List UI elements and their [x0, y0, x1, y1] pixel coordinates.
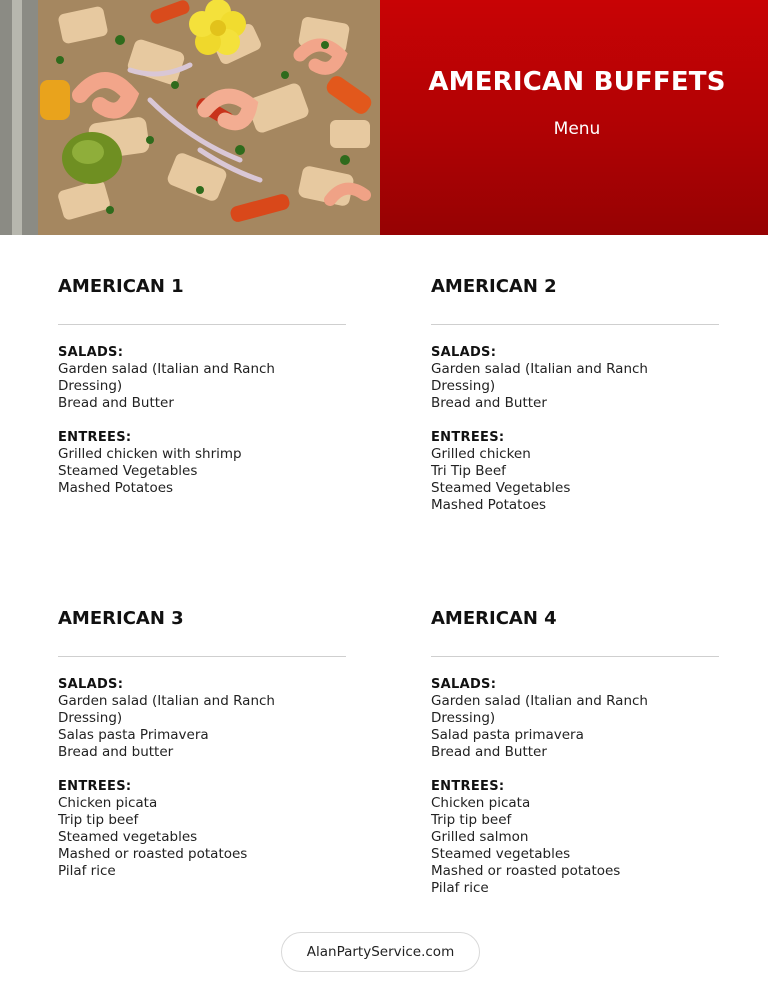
- divider: [431, 324, 719, 325]
- menu-item: Steamed vegetables: [58, 829, 198, 845]
- menu-item: Pilaf rice: [431, 880, 489, 896]
- menu-american-1: [58, 275, 346, 497]
- page-subtitle: Menu: [553, 118, 601, 139]
- menu-item: Bread and Butter: [431, 395, 547, 411]
- menu-item: Trip tip beef: [431, 812, 512, 828]
- section-heading: ENTREES:: [431, 430, 505, 445]
- menu-item: Grilled chicken with shrimp: [58, 446, 242, 462]
- hero: [0, 0, 768, 235]
- menu-title: AMERICAN 4: [431, 608, 557, 629]
- menu-item: Chicken picata: [431, 795, 531, 811]
- salads-section: [431, 344, 719, 412]
- menu-item: Bread and Butter: [58, 395, 174, 411]
- food-photo-image: [0, 0, 380, 235]
- entrees-section: [431, 778, 719, 897]
- entrees-section: [58, 778, 346, 880]
- section-heading: SALADS:: [58, 345, 124, 360]
- page-title: AMERICAN BUFFETS: [428, 66, 726, 97]
- menu-item: Garden salad (Italian and Ranch: [431, 361, 648, 377]
- menu-item: Garden salad (Italian and Ranch: [58, 693, 275, 709]
- menu-item: Steamed Vegetables: [431, 480, 571, 496]
- website-link-button[interactable]: AlanPartyService.com: [281, 932, 480, 972]
- menu-item: Steamed vegetables: [431, 846, 571, 862]
- entrees-section: [431, 429, 719, 514]
- menu-title: AMERICAN 2: [431, 276, 557, 297]
- menu-item: Mashed or roasted potatoes: [58, 846, 248, 862]
- menu-item: Dressing): [58, 378, 123, 394]
- divider: [431, 656, 719, 657]
- menu-item: Salas pasta Primavera: [58, 727, 209, 743]
- section-heading: SALADS:: [431, 677, 497, 692]
- section-heading: ENTREES:: [58, 779, 132, 794]
- menu-title: AMERICAN 1: [58, 276, 184, 297]
- menu-item: Mashed Potatoes: [431, 497, 547, 513]
- menu-item: Steamed Vegetables: [58, 463, 198, 479]
- food-photo: [0, 0, 380, 235]
- menu-item: Mashed Potatoes: [58, 480, 174, 496]
- divider: [58, 324, 346, 325]
- menu-item: Trip tip beef: [58, 812, 139, 828]
- menu-item: Garden salad (Italian and Ranch: [431, 693, 648, 709]
- menu-item: Tri Tip Beef: [431, 463, 506, 479]
- section-heading: ENTREES:: [431, 779, 505, 794]
- menu-item: Dressing): [431, 378, 496, 394]
- menu-item: Chicken picata: [58, 795, 158, 811]
- divider: [58, 656, 346, 657]
- entrees-section: [58, 429, 346, 497]
- section-heading: SALADS:: [431, 345, 497, 360]
- menu-american-3: [58, 607, 346, 880]
- salads-section: [431, 676, 719, 761]
- menu-item: Garden salad (Italian and Ranch: [58, 361, 275, 377]
- section-heading: SALADS:: [58, 677, 124, 692]
- menu-american-2: [431, 275, 719, 514]
- menu-american-4: [431, 607, 719, 897]
- salads-section: [58, 676, 346, 761]
- menu-item: Pilaf rice: [58, 863, 116, 879]
- menu-item: Bread and Butter: [431, 744, 547, 760]
- menu-item: Salad pasta primavera: [431, 727, 584, 743]
- menu-item: Dressing): [58, 710, 123, 726]
- menu-item: Grilled salmon: [431, 829, 529, 845]
- menu-title: AMERICAN 3: [58, 608, 184, 629]
- section-heading: ENTREES:: [58, 430, 132, 445]
- title-banner: [380, 0, 768, 235]
- menu-item: Dressing): [431, 710, 496, 726]
- salads-section: [58, 344, 346, 412]
- menu-item: Grilled chicken: [431, 446, 531, 462]
- menu-item: Bread and butter: [58, 744, 174, 760]
- menu-item: Mashed or roasted potatoes: [431, 863, 621, 879]
